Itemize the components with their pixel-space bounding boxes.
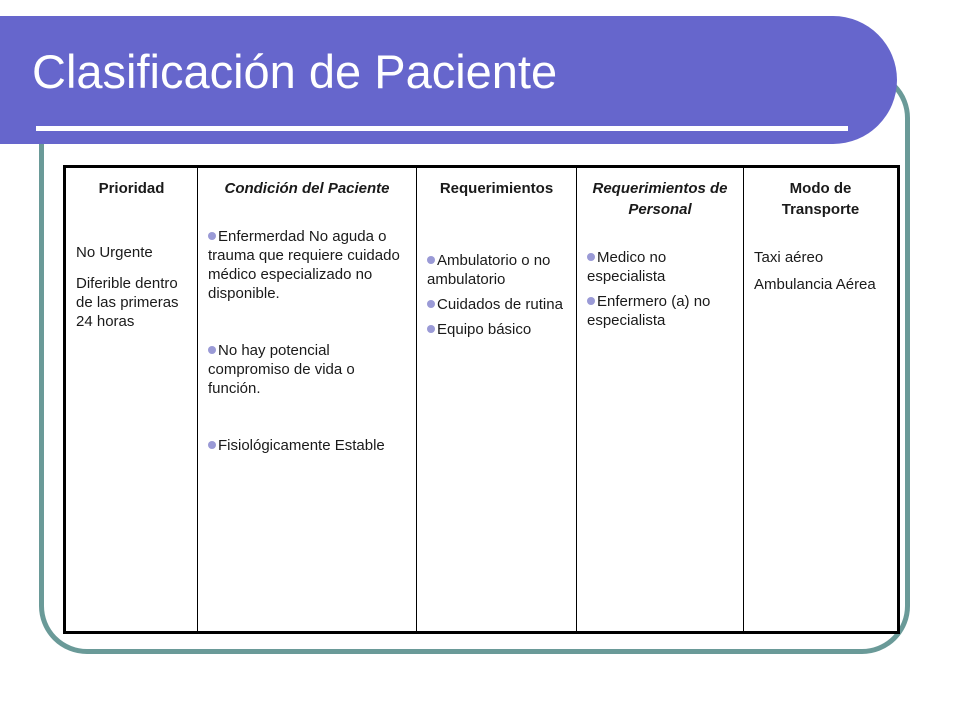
- header-condicion: Condición del Paciente: [224, 180, 390, 197]
- list-item: Ambulatorio o no ambulatorio: [427, 252, 551, 288]
- prioridad-detail: Diferible dentro de las primeras 24 horas: [76, 275, 179, 330]
- transporte-option: Taxi aéreo: [754, 249, 824, 266]
- list-item: No hay potencial compromiso de vida o función.: [208, 342, 355, 397]
- bullet-icon: [427, 300, 435, 308]
- list-item: Fisiológicamente Estable: [208, 436, 406, 455]
- bullet-icon: [208, 441, 216, 449]
- list-item: Enfermerdad No aguda o trauma que requiere cuidado médico especializado no disponible.: [208, 228, 400, 302]
- list-item: Enfermero (a) no especialista: [587, 293, 711, 329]
- classification-table: [63, 165, 900, 634]
- slide-title: Clasificación de Paciente: [32, 45, 558, 98]
- column-condicion: [198, 167, 417, 633]
- banner-divider: [36, 126, 848, 131]
- bullet-icon: [587, 297, 595, 305]
- header-transporte: Modo de Transporte: [781, 180, 860, 218]
- column-transporte: [744, 167, 899, 633]
- transporte-option: Ambulancia Aérea: [754, 276, 876, 293]
- bullet-icon: [208, 346, 216, 354]
- bullet-icon: [427, 325, 435, 333]
- header-prioridad: Prioridad: [98, 180, 165, 197]
- column-personal: [577, 167, 744, 633]
- bullet-icon: [587, 253, 595, 261]
- bullet-icon: [208, 232, 216, 240]
- list-item: Equipo básico: [427, 320, 566, 339]
- header-requerimientos: Requerimientos: [439, 180, 554, 197]
- list-item: Medico no especialista: [587, 249, 667, 285]
- column-requerimientos: [417, 167, 577, 633]
- column-prioridad: [65, 167, 198, 633]
- prioridad-value: No Urgente: [76, 244, 153, 261]
- header-personal: Requerimientos de Personal: [592, 180, 728, 218]
- bullet-icon: [427, 256, 435, 264]
- list-item: Cuidados de rutina: [427, 295, 566, 314]
